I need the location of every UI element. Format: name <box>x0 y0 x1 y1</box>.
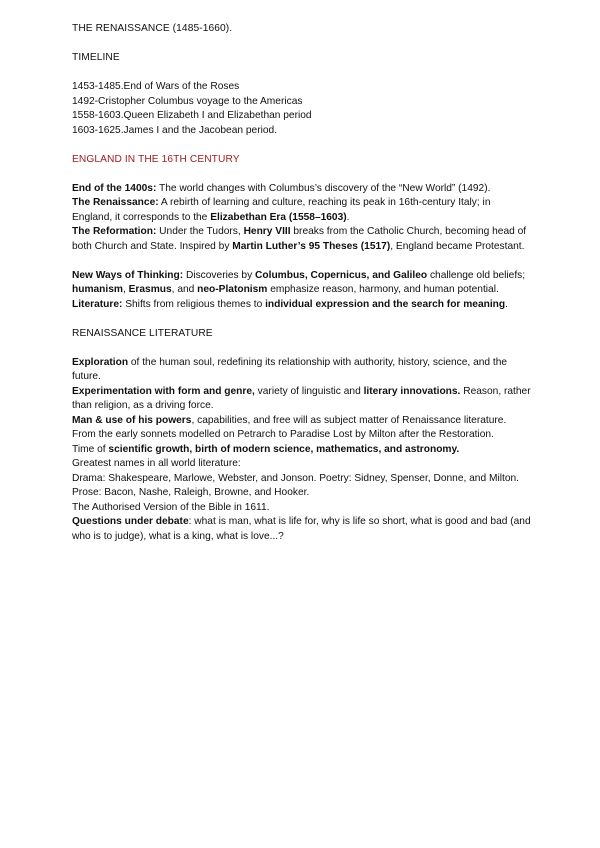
renaissance-literature-section <box>72 327 532 545</box>
england-section <box>72 153 532 313</box>
paragraph-renaissance: The Renaissance: A rebirth of learning and culture, reaching its peak in 16th-century Italy; in England, it corresponds to the Elizabethan Era (1558–1603). <box>72 197 491 223</box>
bold-term: Literature: <box>72 298 123 310</box>
literature-heading: RENAISSANCE LITERATURE <box>72 327 213 339</box>
literature-point-science: Time of scientific growth, birth of modern science, mathematics, and astronomy. <box>72 443 460 455</box>
timeline-heading: TIMELINE <box>72 52 120 63</box>
bold-term: End of the 1400s: <box>72 182 157 194</box>
literature-point-sonnets: From the early sonnets modelled on Petrarch to Paradise Lost by Milton after the Restoration. <box>72 429 494 440</box>
literature-point-drama-poetry: Drama: Shakespeare, Marlowe, Webster, and Jonson. Poetry: Sidney, Spenser, Donne, and Milton. <box>72 472 519 484</box>
literature-point-experimentation: Experimentation with form and genre, variety of linguistic and literary innovations. Reason, rather than religion, as a driving force. <box>72 385 531 411</box>
bold-term: New Ways of Thinking: <box>72 269 184 281</box>
paragraph-reformation: The Reformation: Under the Tudors, Henry VIII breaks from the Catholic Church, becoming head of both Church and State. Inspired by Martin Luther’s 95 Theses (1517), England became Protestant. <box>72 226 527 252</box>
literature-point-exploration: Exploration of the human soul, redefining its relationship with authority, history, science, and the future. <box>72 356 508 382</box>
literature-point-prose: Prose: Bacon, Nashe, Raleigh, Browne, and Hooker. <box>72 487 310 498</box>
timeline-item: 1603-1625.James I and the Jacobean period. <box>72 124 278 136</box>
bold-term: The Renaissance: <box>72 197 159 208</box>
literature-point-questions: Questions under debate: what is man, what is life for, why is life so short, what is good and bad (and who is to judge), what is a king, what is love...? <box>72 516 531 542</box>
document-title: THE RENAISSANCE (1485-1660). <box>72 23 233 34</box>
england-heading: ENGLAND IN THE 16TH CENTURY <box>72 153 240 165</box>
literature-point-man: Man & use of his powers, capabilities, and free will as subject matter of Renaissance literature. <box>72 414 507 426</box>
timeline-section <box>72 51 532 138</box>
timeline-item: 1453-1485.End of Wars of the Roses <box>72 81 240 92</box>
timeline-item: 1492-Cristopher Columbus voyage to the Americas <box>72 95 303 107</box>
paragraph-new-ways-of-thinking: New Ways of Thinking: Discoveries by Columbus, Copernicus, and Galileo challenge old beliefs; humanism, Erasmus, and neo-Platonism emphasize reason, harmony, and human potential. <box>72 269 526 295</box>
paragraph-literature: Literature: Shifts from religious themes to individual expression and the search for meaning. <box>72 298 508 310</box>
literature-point-greatest-names: Greatest names in all world literature: <box>72 458 241 469</box>
timeline-item: 1558-1603.Queen Elizabeth I and Elizabethan period <box>72 110 312 121</box>
document-page <box>72 22 532 544</box>
literature-point-bible: The Authorised Version of the Bible in 1611. <box>72 501 270 513</box>
paragraph-end-of-1400s: End of the 1400s: The world changes with Columbus’s discovery of the “New World” (1492). <box>72 182 491 194</box>
bold-term: The Reformation: <box>72 226 157 237</box>
